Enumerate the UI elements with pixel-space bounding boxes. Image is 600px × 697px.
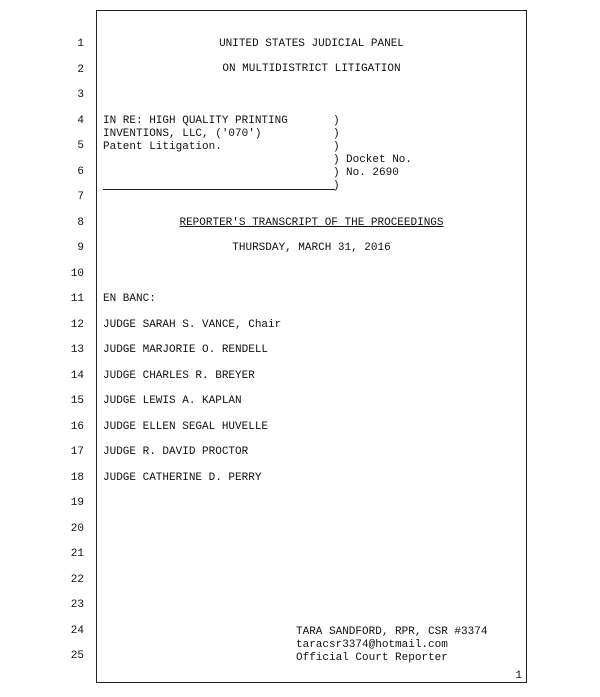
line-number: 12 xyxy=(70,318,84,331)
line-number: 11 xyxy=(70,293,84,305)
hearing-date: THURSDAY, MARCH 31, 2016 xyxy=(232,242,391,254)
docket-number: No. 2690 xyxy=(346,167,399,179)
en-banc-label: EN BANC: xyxy=(103,293,156,305)
line-number: 23 xyxy=(70,599,84,611)
line-number: 2 xyxy=(77,63,84,76)
court-name-line1: UNITED STATES JUDICIAL PANEL xyxy=(219,38,404,50)
line-number: 17 xyxy=(70,446,84,458)
docket-label: Docket No. xyxy=(346,154,413,166)
caption-paren: ) xyxy=(333,154,340,166)
line-number: 19 xyxy=(70,497,84,509)
line-number: 15 xyxy=(70,395,84,407)
line-number: 25 xyxy=(70,650,84,662)
line-number: 18 xyxy=(70,471,84,484)
line-number: 1 xyxy=(77,38,84,50)
caption-paren: ) xyxy=(333,141,340,153)
caption-paren: ) xyxy=(333,115,340,127)
line-number: 3 xyxy=(77,89,84,101)
line-number: 6 xyxy=(77,165,84,178)
line-number: 13 xyxy=(70,344,84,356)
line-number: 20 xyxy=(70,522,84,535)
line-number: 16 xyxy=(70,420,84,433)
transcript-title: REPORTER'S TRANSCRIPT OF THE PROCEEDINGS xyxy=(179,217,444,229)
judge-line: JUDGE LEWIS A. KAPLAN xyxy=(103,395,242,407)
judge-line: JUDGE SARAH S. VANCE, Chair xyxy=(103,319,282,331)
line-number: 14 xyxy=(70,369,84,382)
judge-line: JUDGE R. DAVID PROCTOR xyxy=(103,446,249,458)
caption-rule xyxy=(103,189,335,190)
line-number: 21 xyxy=(70,548,84,560)
judge-line: JUDGE CHARLES R. BREYER xyxy=(103,370,255,382)
line-number: 22 xyxy=(70,573,84,586)
case-caption-line1: IN RE: HIGH QUALITY PRINTING xyxy=(103,115,288,127)
line-number: 9 xyxy=(77,242,84,254)
reporter-name: TARA SANDFORD, RPR, CSR #3374 xyxy=(296,626,488,638)
case-caption-line3: Patent Litigation. xyxy=(103,141,222,153)
reporter-email: taracsr3374@hotmail.com xyxy=(296,639,448,651)
reporter-title: Official Court Reporter xyxy=(296,652,448,664)
case-caption-line2: INVENTIONS, LLC, ('070') xyxy=(103,128,262,140)
judge-line: JUDGE CATHERINE D. PERRY xyxy=(103,472,262,484)
caption-paren: ) xyxy=(333,167,340,179)
line-number: 4 xyxy=(77,114,84,127)
line-number: 10 xyxy=(70,267,84,280)
judge-line: JUDGE MARJORIE O. RENDELL xyxy=(103,344,269,356)
line-number: 24 xyxy=(70,624,84,637)
page-number: 1 xyxy=(515,670,522,682)
caption-paren: ) xyxy=(333,128,340,140)
line-number: 5 xyxy=(77,140,84,152)
line-number: 8 xyxy=(77,216,84,229)
court-name-line2: ON MULTIDISTRICT LITIGATION xyxy=(222,63,401,75)
line-number: 7 xyxy=(77,191,84,203)
judge-line: JUDGE ELLEN SEGAL HUVELLE xyxy=(103,421,269,433)
caption-paren: ) xyxy=(333,180,340,192)
